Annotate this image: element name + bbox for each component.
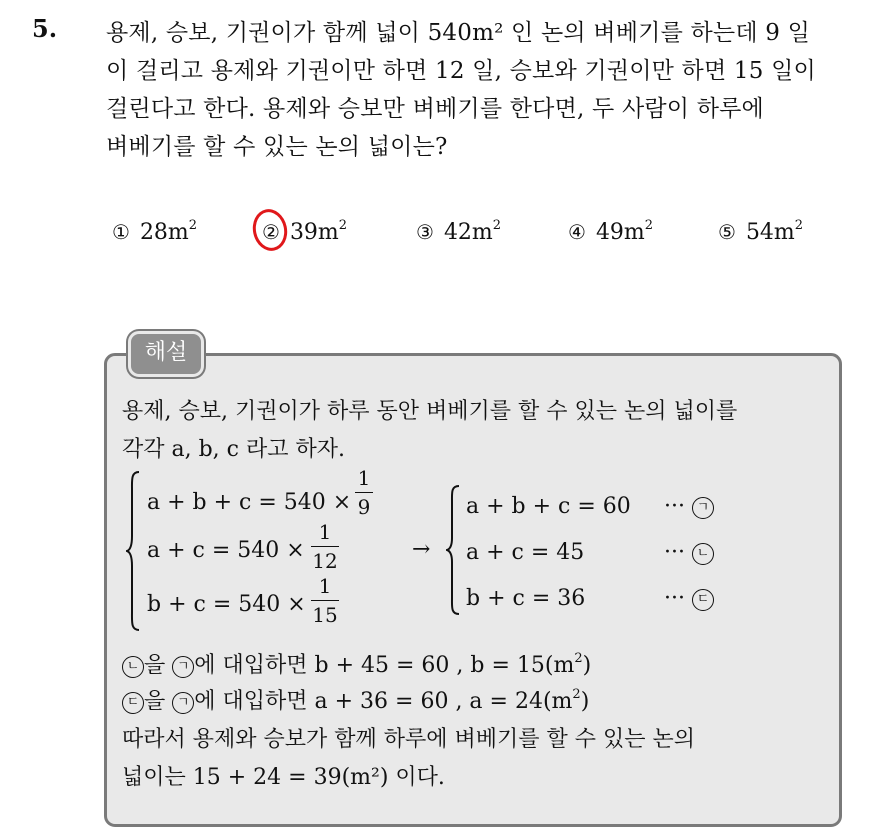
right-eq-3-tag xyxy=(664,586,714,611)
solution-intro-line-1: 용제, 승보, 기권이가 하루 동안 벼베기를 할 수 있는 논의 넓이를 xyxy=(122,399,738,424)
choice-4[interactable] xyxy=(568,220,653,245)
solution-tag: 해설 xyxy=(128,331,204,377)
step-1-text: 에 대입하면 b + 45 = 60 , b = 15(m xyxy=(194,653,575,678)
step-2-josa: 을 xyxy=(144,689,166,714)
question-number: 5. xyxy=(32,14,58,43)
solution-step-1 xyxy=(122,648,591,679)
choice-1-value: 28m xyxy=(139,220,189,245)
choice-1-exponent: 2 xyxy=(188,218,198,233)
left-eq-3-denominator: 15 xyxy=(312,603,338,627)
left-system-brace xyxy=(126,470,140,632)
left-eq-3: b + c = 540 × xyxy=(147,592,306,617)
choice-2-mark: ② xyxy=(262,220,280,244)
question-line-2: 이 걸리고 용제와 기권이만 하면 12 일, 승보와 기권이만 하면 15 일이 xyxy=(106,58,816,84)
solution-conclusion-1: 따라서 용제와 승보가 함께 하루에 벼베기를 할 수 있는 논의 xyxy=(122,727,695,752)
solution-conclusion-2: 넓이는 15 + 24 = 39(m²) 이다. xyxy=(122,765,445,790)
choice-5[interactable] xyxy=(718,220,803,245)
left-eq-3-fraction xyxy=(311,574,339,627)
step-1-from-mark: ㄴ xyxy=(122,656,144,678)
step-2-exponent: 2 xyxy=(572,687,581,702)
right-eq-2: a + c = 45 xyxy=(466,540,585,565)
right-eq-1: a + b + c = 60 xyxy=(466,494,631,519)
right-eq-2-tag xyxy=(664,540,714,565)
choice-3-mark: ③ xyxy=(416,220,434,244)
left-eq-1-numerator: 1 xyxy=(357,466,371,490)
choice-3-value: 42m xyxy=(443,220,493,245)
step-1-close: ) xyxy=(582,653,592,678)
tag-mark-3: ㄷ xyxy=(692,589,714,611)
choice-1[interactable] xyxy=(112,220,197,245)
tag-mark-1: ㄱ xyxy=(692,497,714,519)
right-eq-3: b + c = 36 xyxy=(466,586,586,611)
left-eq-2-numerator: 1 xyxy=(318,520,332,544)
right-eq-1-dots: ··· xyxy=(664,494,685,519)
choice-4-exponent: 2 xyxy=(644,218,654,233)
right-eq-2-dots: ··· xyxy=(664,540,685,565)
solution-step-2 xyxy=(122,684,589,715)
choice-4-mark: ④ xyxy=(568,220,586,244)
choice-4-value: 49m xyxy=(595,220,645,245)
left-eq-2: a + c = 540 × xyxy=(147,538,305,563)
choice-2-exponent: 2 xyxy=(338,218,348,233)
step-1-josa: 을 xyxy=(144,653,166,678)
answer-circle-mark xyxy=(249,206,291,254)
question-line-4: 벼베기를 할 수 있는 논의 넓이는? xyxy=(106,134,448,160)
solution-intro-line-2: 각각 a, b, c 라고 하자. xyxy=(122,437,345,462)
choice-5-value: 54m xyxy=(745,220,795,245)
tag-mark-2: ㄴ xyxy=(692,543,714,565)
left-eq-1-fraction xyxy=(355,466,373,519)
left-eq-2-denominator: 12 xyxy=(312,549,338,573)
step-2-text: 에 대입하면 a + 36 = 60 , a = 24(m xyxy=(194,689,573,714)
step-2-from-mark: ㄷ xyxy=(122,692,144,714)
question-line-3: 걸린다고 한다. 용제와 승보만 벼베기를 한다면, 두 사람이 하루에 xyxy=(106,96,764,122)
choice-3[interactable] xyxy=(416,220,501,245)
left-eq-3-numerator: 1 xyxy=(318,574,332,598)
step-1-exponent: 2 xyxy=(574,651,583,666)
left-eq-1-denominator: 9 xyxy=(357,495,371,519)
choice-2-value: 39m xyxy=(289,220,339,245)
choice-1-mark: ① xyxy=(112,220,130,244)
step-1-into-mark: ㄱ xyxy=(172,656,194,678)
right-system-brace xyxy=(446,484,460,616)
step-2-close: ) xyxy=(580,689,590,714)
step-2-into-mark: ㄱ xyxy=(172,692,194,714)
right-eq-1-tag xyxy=(664,494,714,519)
left-eq-2-fraction xyxy=(311,520,339,573)
choice-5-mark: ⑤ xyxy=(718,220,736,244)
choice-5-exponent: 2 xyxy=(794,218,804,233)
choice-3-exponent: 2 xyxy=(492,218,502,233)
arrow: → xyxy=(412,537,431,562)
left-eq-1: a + b + c = 540 × xyxy=(147,490,352,515)
question-line-1: 용제, 승보, 기권이가 함께 넓이 540m² 인 논의 벼베기를 하는데 9 일 xyxy=(106,20,811,46)
right-eq-3-dots: ··· xyxy=(664,586,685,611)
